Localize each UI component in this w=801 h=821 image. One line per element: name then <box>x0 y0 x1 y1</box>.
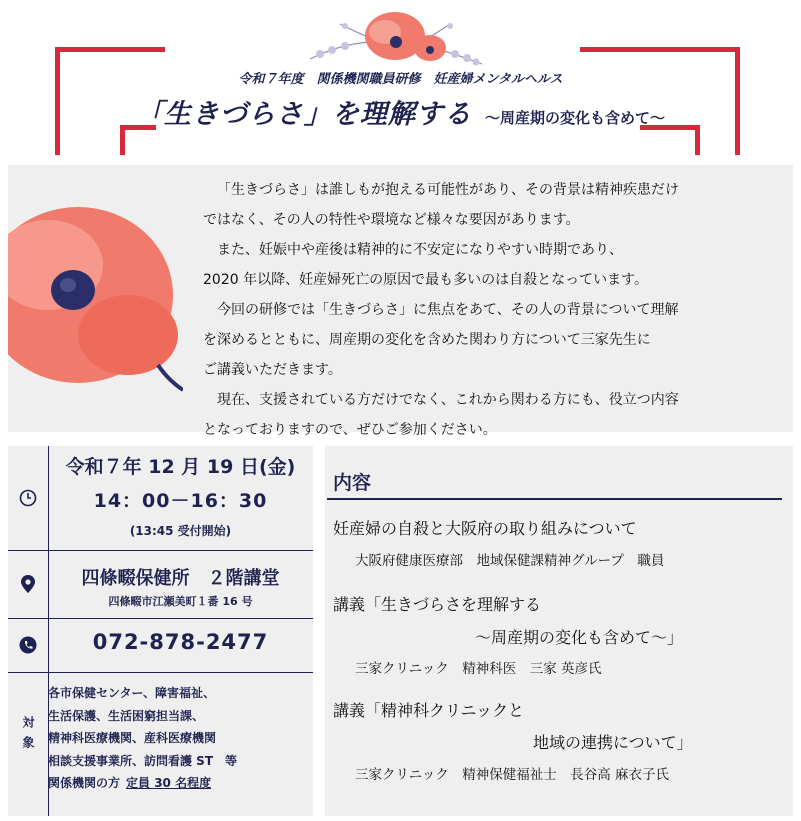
intro-line: また、妊娠中や産後は精神的に不安定になりやすい時期であり、 <box>203 242 623 258</box>
intro-panel <box>8 165 793 438</box>
reception-time: (13:45 受付開始) <box>129 524 232 538</box>
target-line <box>48 772 308 795</box>
page-title-sub: ～周産期の変化も含めて～ <box>485 109 666 127</box>
target-line: 生活保護、生活困窮担当課、 <box>48 708 205 723</box>
program-item-speaker: 三家クリニック 精神保健福祉士 長谷高 麻衣子氏 <box>355 767 669 783</box>
capacity-note: 定員 30 名程度 <box>126 776 212 790</box>
program-item-speaker: 三家クリニック 精神科医 三家 英彦氏 <box>355 661 602 677</box>
target-label <box>8 716 48 756</box>
content-rule <box>327 498 782 500</box>
program-item-title: 妊産婦の自殺と大阪府の取り組みについて <box>333 519 637 538</box>
event-time: 14：00－16：30 <box>93 490 268 512</box>
target-audience <box>48 682 308 795</box>
header-title-row <box>0 92 801 131</box>
intro-line: ご講義いただきます。 <box>203 362 342 378</box>
target-line-text: 関係機関の方 <box>48 776 121 790</box>
clock-icon <box>8 446 48 550</box>
header-subtitle: 令和７年度 関係機関職員研修 妊産婦メンタルヘルス <box>238 72 563 87</box>
intro-line: 「生きづらさ」は誰しもが抱える可能性があり、その背景は精神疾患だけ <box>217 182 679 198</box>
program-item-title: 講義「精神科クリニックと <box>333 701 525 720</box>
target-label-text: 対象 <box>21 716 35 756</box>
info-separator <box>8 672 313 673</box>
venue-address: 四條畷市江瀬美町１番 16 号 <box>108 595 253 608</box>
program-item-title-cont: 地域の連携について」 <box>533 733 693 752</box>
venue-name: 四條畷保健所 ２階講堂 <box>81 568 280 589</box>
program-item-speaker: 大阪府健康医療部 地域保健課精神グループ 職員 <box>355 553 665 569</box>
content-heading: 内容 <box>333 472 372 494</box>
target-line: 相談支援事業所、訪問看護 ST 等 <box>48 753 238 768</box>
info-separator <box>8 618 313 619</box>
phone-number[interactable]: 072-878-2477 <box>92 630 269 654</box>
intro-line: 現在、支援されている方だけでなく、これから関わる方にも、役立つ内容 <box>203 392 679 408</box>
program-content-panel <box>325 446 793 816</box>
event-info-panel <box>8 446 313 816</box>
location-pin-icon <box>8 550 48 618</box>
intro-text <box>203 175 788 445</box>
intro-line: 今回の研修では「生きづらさ」に焦点をあて、その人の背景について理解 <box>203 302 679 318</box>
intro-line: を深めるとともに、周産期の変化を含めた関わり方について三家先生に <box>203 332 651 348</box>
poppy-flower-icon <box>8 195 183 395</box>
page-title: 「生きづらさ」を理解する <box>135 99 472 130</box>
intro-line: ではなく、その人の特性や環境など様々な要因があります。 <box>203 212 580 228</box>
intro-line: 2020 年以降、妊産婦死亡の原因で最も多いのは自殺となっています。 <box>203 272 648 288</box>
program-item-title: 講義「生きづらさを理解する <box>333 595 542 614</box>
flower-decoration-icon <box>300 4 490 74</box>
phone-icon <box>8 618 48 672</box>
program-item-title-cont: ～周産期の変化も含めて～」 <box>475 628 684 647</box>
target-line: 各市保健センター、障害福祉、 <box>48 686 216 700</box>
intro-line: となっておりますので、ぜひご参加ください。 <box>203 422 497 438</box>
info-separator <box>8 550 313 551</box>
target-line: 精神科医療機関、産科医療機関 <box>48 731 217 745</box>
event-date: 令和７年 12 月 19 日(金) <box>65 456 296 478</box>
